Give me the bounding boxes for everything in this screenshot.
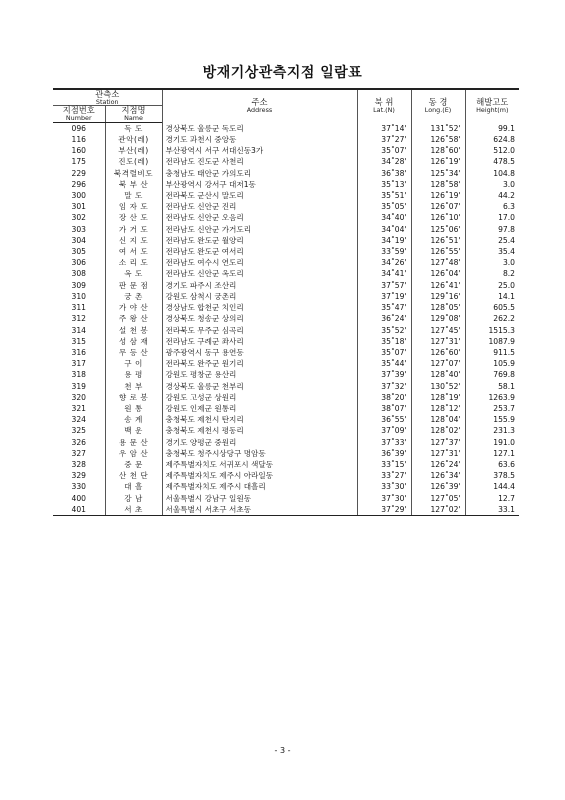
table-row: [53, 336, 519, 347]
station-height: 512.0: [465, 145, 519, 156]
station-address: 제주특별자치도 제주시 대흘리: [162, 481, 357, 492]
station-name: 가 거 도: [105, 224, 162, 235]
station-latitude: 34˚41': [357, 268, 411, 279]
station-height: 99.1: [465, 122, 519, 134]
station-number: 309: [71, 280, 86, 290]
station-latitude: 38˚07': [357, 403, 411, 414]
name-header: [105, 106, 162, 122]
station-address: 제주특별자치도 서귀포시 색달동: [162, 459, 357, 470]
station-number: 400: [71, 493, 86, 503]
name-header-ko: 지점명: [121, 105, 146, 116]
table-row: [53, 437, 519, 448]
table-row: [53, 493, 519, 504]
station-longitude: 126˚19': [411, 156, 465, 167]
station-longitude: 127˚37': [411, 437, 465, 448]
station-name: 주 왕 산: [105, 313, 162, 324]
station-number: 306: [71, 258, 86, 268]
name-header-en: Name: [124, 114, 143, 123]
table-row: [53, 448, 519, 459]
station-latitude: 34˚40': [357, 212, 411, 223]
station-latitude: 35˚44': [357, 358, 411, 369]
station-longitude: 128˚05': [411, 302, 465, 313]
table-row: [53, 470, 519, 481]
station-number: 311: [71, 303, 86, 313]
station-longitude: 128˚19': [411, 392, 465, 403]
station-address: 경상북도 울릉군 천부리: [162, 381, 357, 392]
station-name: 부산(레): [105, 145, 162, 156]
station-number: 296: [71, 179, 86, 189]
station-longitude: 126˚51': [411, 235, 465, 246]
station-longitude: 129˚16': [411, 291, 465, 302]
station-table: [53, 88, 519, 516]
station-name: 서 초: [105, 504, 162, 516]
station-name: 천 부: [105, 381, 162, 392]
station-longitude: 126˚10': [411, 212, 465, 223]
station-height: 44.2: [465, 190, 519, 201]
station-longitude: 126˚58': [411, 134, 465, 145]
station-longitude: 126˚04': [411, 268, 465, 279]
station-number: 330: [71, 482, 86, 492]
station-name: 원 통: [105, 403, 162, 414]
station-longitude: 127˚48': [411, 257, 465, 268]
station-number: 316: [71, 347, 86, 357]
table-row: [53, 257, 519, 268]
station-latitude: 35˚51': [357, 190, 411, 201]
station-name: 궁 촌: [105, 291, 162, 302]
station-number: 305: [71, 247, 86, 257]
station-longitude: 129˚08': [411, 313, 465, 324]
station-address: 경기도 파주시 조산리: [162, 280, 357, 291]
station-number: 318: [71, 370, 86, 380]
station-number: 301: [71, 202, 86, 212]
station-address: 부산광역시 서구 서대신동3가: [162, 145, 357, 156]
station-address: 서울특별시 강남구 일원동: [162, 493, 357, 504]
station-header-en: Station: [95, 97, 119, 106]
station-latitude: 38˚20': [357, 392, 411, 403]
station-name: 가 야 산: [105, 302, 162, 313]
station-name: 진도(레): [105, 156, 162, 167]
table-row: [53, 347, 519, 358]
station-number: 317: [71, 359, 86, 369]
station-height: 155.9: [465, 414, 519, 425]
station-height: 58.1: [465, 381, 519, 392]
station-name: 소 리 도: [105, 257, 162, 268]
table-row: [53, 156, 519, 167]
table-row: [53, 403, 519, 414]
station-address: 강원도 인제군 원통리: [162, 403, 357, 414]
station-address: 전라남도 완도군 여서리: [162, 246, 357, 257]
station-number: 312: [71, 314, 86, 324]
station-name: 송 계: [105, 414, 162, 425]
table-row: [53, 381, 519, 392]
station-latitude: 33˚30': [357, 481, 411, 492]
table-row: [53, 145, 519, 156]
station-name: 판 문 점: [105, 280, 162, 291]
station-number: 315: [71, 336, 86, 346]
station-latitude: 37˚39': [357, 369, 411, 380]
station-name: 옥 도: [105, 268, 162, 279]
station-address: 전라남도 여수시 연도리: [162, 257, 357, 268]
station-latitude: 37˚33': [357, 437, 411, 448]
station-height: 262.2: [465, 313, 519, 324]
station-number: 302: [71, 213, 86, 223]
table-row: [53, 179, 519, 190]
station-number: 320: [71, 392, 86, 402]
station-name: 산 천 단: [105, 470, 162, 481]
station-longitude: 128˚58': [411, 179, 465, 190]
station-latitude: 35˚05': [357, 201, 411, 212]
station-number: 328: [71, 459, 86, 469]
station-height: 25.4: [465, 235, 519, 246]
table-row: [53, 313, 519, 324]
station-height: 3.0: [465, 179, 519, 190]
station-address: 경기도 과천시 중앙동: [162, 134, 357, 145]
station-latitude: 33˚15': [357, 459, 411, 470]
table-row: [53, 235, 519, 246]
station-number: 304: [71, 235, 86, 245]
station-height: 378.5: [465, 470, 519, 481]
address-header-en: Address: [246, 106, 273, 115]
station-number: 303: [71, 224, 86, 234]
table-row: [53, 268, 519, 279]
station-latitude: 37˚19': [357, 291, 411, 302]
station-height: 769.8: [465, 369, 519, 380]
table-row: [53, 425, 519, 436]
station-number: 325: [71, 426, 86, 436]
station-name: 백 운: [105, 425, 162, 436]
station-header-ko: 관측소: [95, 89, 120, 99]
station-height: 1263.9: [465, 392, 519, 403]
station-number: 326: [71, 437, 86, 447]
station-address: 충청남도 태안군 가의도리: [162, 168, 357, 179]
station-longitude: 131˚52': [411, 122, 465, 134]
station-name: 구 이: [105, 358, 162, 369]
station-address: 경상북도 청송군 상의리: [162, 313, 357, 324]
number-header: [53, 106, 105, 122]
station-name: 장 산 도: [105, 212, 162, 223]
station-address: 전라남도 신안군 옥도리: [162, 268, 357, 279]
station-latitude: 35˚07': [357, 145, 411, 156]
station-name: 용 평: [105, 369, 162, 380]
table-row: [53, 481, 519, 492]
table-row: [53, 246, 519, 257]
station-height: 104.8: [465, 168, 519, 179]
station-height: 3.0: [465, 257, 519, 268]
station-longitude: 126˚39': [411, 481, 465, 492]
station-longitude: 128˚40': [411, 369, 465, 380]
station-address: 충청북도 청주시상당구 명암동: [162, 448, 357, 459]
station-name: 성 삼 재: [105, 336, 162, 347]
station-address: 전라북도 무주군 심곡리: [162, 325, 357, 336]
station-longitude: 126˚19': [411, 190, 465, 201]
station-header: [53, 89, 162, 106]
station-height: 127.1: [465, 448, 519, 459]
station-name: 임 자 도: [105, 201, 162, 212]
station-address: 전라북도 완주군 원기리: [162, 358, 357, 369]
station-address: 제주특별자치도 제주시 아라일동: [162, 470, 357, 481]
station-longitude: 128˚02': [411, 425, 465, 436]
station-height: 8.2: [465, 268, 519, 279]
station-address: 전라남도 완도군 월양리: [162, 235, 357, 246]
table-row: [53, 224, 519, 235]
station-longitude: 128˚60': [411, 145, 465, 156]
table-row: [53, 459, 519, 470]
station-name: 북격렬비도: [105, 168, 162, 179]
station-rows: [53, 122, 519, 515]
station-latitude: 34˚26': [357, 257, 411, 268]
station-address: 강원도 평창군 용산리: [162, 369, 357, 380]
station-latitude: 37˚32': [357, 381, 411, 392]
table-row: [53, 325, 519, 336]
station-height: 25.0: [465, 280, 519, 291]
station-name: 용 문 산: [105, 437, 162, 448]
station-latitude: 37˚27': [357, 134, 411, 145]
table-row: [53, 414, 519, 425]
station-number: 324: [71, 415, 86, 425]
station-latitude: 34˚28': [357, 156, 411, 167]
table-row: [53, 134, 519, 145]
station-address: 전라남도 신안군 가거도리: [162, 224, 357, 235]
station-number: 175: [71, 157, 86, 167]
station-name: 말 도: [105, 190, 162, 201]
station-latitude: 37˚14': [357, 122, 411, 134]
station-latitude: 37˚29': [357, 504, 411, 516]
station-number: 308: [71, 269, 86, 279]
station-height: 191.0: [465, 437, 519, 448]
station-longitude: 128˚12': [411, 403, 465, 414]
station-number: 160: [71, 146, 86, 156]
station-height: 231.3: [465, 425, 519, 436]
station-address: 경상북도 울릉군 독도리: [162, 122, 357, 134]
station-longitude: 130˚52': [411, 381, 465, 392]
station-latitude: 37˚30': [357, 493, 411, 504]
station-height: 63.6: [465, 459, 519, 470]
station-number: 096: [71, 123, 86, 133]
station-height: 6.3: [465, 201, 519, 212]
station-height: 605.5: [465, 302, 519, 313]
station-name: 무 등 산: [105, 347, 162, 358]
height-header: [465, 89, 519, 122]
station-height: 911.5: [465, 347, 519, 358]
height-header-ko: 해발고도: [476, 97, 509, 108]
station-name: 중 문: [105, 459, 162, 470]
latitude-header: [357, 89, 411, 122]
station-address: 전라남도 신안군 오음리: [162, 212, 357, 223]
table-row: [53, 201, 519, 212]
station-latitude: 34˚04': [357, 224, 411, 235]
station-longitude: 126˚24': [411, 459, 465, 470]
station-address: 강원도 고성군 상원리: [162, 392, 357, 403]
station-height: 14.1: [465, 291, 519, 302]
station-number: 229: [71, 168, 86, 178]
address-header: [162, 89, 357, 122]
number-header-en: Number: [65, 114, 92, 123]
table-row: [53, 392, 519, 403]
station-address: 전라남도 신안군 진리: [162, 201, 357, 212]
station-height: 1515.3: [465, 325, 519, 336]
latitude-header-ko: 북 위: [374, 97, 394, 108]
station-number: 327: [71, 448, 86, 458]
station-height: 1087.9: [465, 336, 519, 347]
station-address: 충청북도 제천시 탄지리: [162, 414, 357, 425]
number-header-ko: 지점번호: [62, 105, 95, 116]
station-height: 33.1: [465, 504, 519, 516]
station-longitude: 126˚41': [411, 280, 465, 291]
station-longitude: 126˚55': [411, 246, 465, 257]
station-number: 321: [71, 403, 86, 413]
table-row: [53, 212, 519, 223]
table-row: [53, 291, 519, 302]
table-row: [53, 369, 519, 380]
station-latitude: 37˚57': [357, 280, 411, 291]
station-name: 향 로 봉: [105, 392, 162, 403]
station-latitude: 35˚18': [357, 336, 411, 347]
station-latitude: 36˚55': [357, 414, 411, 425]
station-address: 서울특별시 서초구 서초동: [162, 504, 357, 516]
station-longitude: 127˚31': [411, 336, 465, 347]
table-row: [53, 168, 519, 179]
station-name: 독 도: [105, 122, 162, 134]
table-row: [53, 190, 519, 201]
station-latitude: 35˚52': [357, 325, 411, 336]
station-number: 116: [71, 135, 86, 145]
station-longitude: 127˚07': [411, 358, 465, 369]
station-longitude: 127˚31': [411, 448, 465, 459]
station-height: 35.4: [465, 246, 519, 257]
station-address: 전라북도 군산시 말도리: [162, 190, 357, 201]
station-longitude: 126˚07': [411, 201, 465, 212]
station-name: 관악(레): [105, 134, 162, 145]
station-latitude: 35˚13': [357, 179, 411, 190]
table-row: [53, 280, 519, 291]
station-height: 478.5: [465, 156, 519, 167]
latitude-header-en: Lat.(N): [373, 106, 395, 115]
table-row: [53, 302, 519, 313]
station-number: 319: [71, 381, 86, 391]
table-row: [53, 122, 519, 134]
station-height: 17.0: [465, 212, 519, 223]
station-address: 강원도 삼척시 궁촌리: [162, 291, 357, 302]
station-name: 우 암 산: [105, 448, 162, 459]
height-header-en: Height(m): [476, 106, 509, 115]
station-number: 401: [53, 504, 105, 516]
station-address: 전라남도 구례군 좌사리: [162, 336, 357, 347]
station-latitude: 35˚07': [357, 347, 411, 358]
table-row: [53, 504, 519, 516]
station-latitude: 33˚27': [357, 470, 411, 481]
table-row: [53, 358, 519, 369]
address-header-ko: 주소: [251, 97, 268, 108]
station-address: 경기도 양평군 중원리: [162, 437, 357, 448]
station-longitude: 125˚06': [411, 224, 465, 235]
station-number: 314: [71, 325, 86, 335]
station-latitude: 36˚39': [357, 448, 411, 459]
station-longitude: 127˚45': [411, 325, 465, 336]
longitude-header-ko: 동 경: [428, 97, 448, 108]
station-height: 97.8: [465, 224, 519, 235]
station-number: 329: [71, 471, 86, 481]
station-latitude: 36˚38': [357, 168, 411, 179]
station-latitude: 35˚47': [357, 302, 411, 313]
station-name: 여 서 도: [105, 246, 162, 257]
station-latitude: 37˚09': [357, 425, 411, 436]
station-address: 경상남도 합천군 치인리: [162, 302, 357, 313]
station-height: 253.7: [465, 403, 519, 414]
station-longitude: 125˚34': [411, 168, 465, 179]
station-longitude: 126˚34': [411, 470, 465, 481]
station-address: 충청북도 제천시 평동리: [162, 425, 357, 436]
station-height: 624.8: [465, 134, 519, 145]
station-name: 강 남: [105, 493, 162, 504]
page-number: - 3 -: [274, 746, 291, 755]
station-number: 300: [71, 191, 86, 201]
longitude-header: [411, 89, 465, 122]
station-address: 광주광역시 동구 용연동: [162, 347, 357, 358]
page-title: 방재기상관측지점 일람표: [202, 65, 363, 81]
longitude-header-en: Long.(E): [424, 106, 452, 115]
station-longitude: 128˚04': [411, 414, 465, 425]
station-latitude: 34˚19': [357, 235, 411, 246]
station-height: 105.9: [465, 358, 519, 369]
station-longitude: 127˚05': [411, 493, 465, 504]
station-name: 대 흘: [105, 481, 162, 492]
station-longitude: 126˚60': [411, 347, 465, 358]
station-latitude: 36˚24': [357, 313, 411, 324]
station-height: 144.4: [465, 481, 519, 492]
station-height: 12.7: [465, 493, 519, 504]
station-name: 북 부 산: [105, 179, 162, 190]
station-latitude: 33˚59': [357, 246, 411, 257]
station-name: 신 지 도: [105, 235, 162, 246]
station-longitude: 127˚02': [411, 504, 465, 516]
station-address: 부산광역시 강서구 대저1동: [162, 179, 357, 190]
station-address: 전라남도 진도군 사천리: [162, 156, 357, 167]
station-number: 310: [71, 291, 86, 301]
station-name: 설 천 봉: [105, 325, 162, 336]
